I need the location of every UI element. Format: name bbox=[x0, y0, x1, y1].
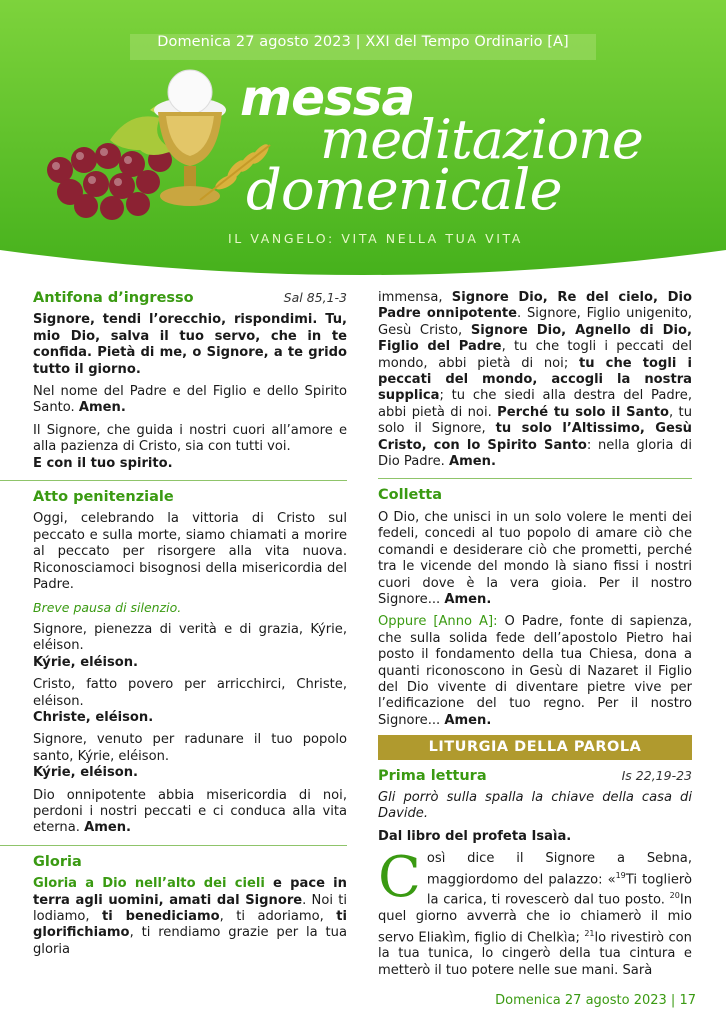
gc8: Perché tu solo il Santo bbox=[497, 404, 669, 420]
gloria-text bbox=[33, 876, 347, 958]
gc2: Signore Dio, Re del cielo, Dio Padre onnipotente bbox=[378, 290, 692, 322]
lettura-t4: lo rivestirò con la tua tunica, lo cingerò della tua cintura e metterò il tuo potere nelle sue mani. Sarà bbox=[378, 929, 692, 978]
gloria-s4: ti benediciamo bbox=[102, 909, 220, 924]
title-meditazione: meditazione bbox=[320, 108, 643, 171]
colletta-p1: O Dio, che unisci in un solo volere le menti dei fedeli, concedi al tuo popolo di amare ciò che comandi e desiderare ciò che prometti, perché tra le vicende del mondo là siano fissi i nostri cuori dove è la vera gioia. Per il nostro Signore... bbox=[378, 509, 692, 607]
footer-date: Domenica 27 agosto 2023 bbox=[495, 993, 667, 1008]
gloria-s1: Gloria a Dio nell’alto dei cieli bbox=[33, 876, 265, 892]
atto-intro: Oggi, celebrando la vittoria di Cristo sul peccato e sulla morte, siamo chiamati a morire al peccato per risorgere alla vita nuova. Riconosciamoci bisognosi della misericordia del Padre. bbox=[33, 511, 347, 593]
atto-invocation-3 bbox=[33, 732, 347, 781]
atto-invocation-2 bbox=[33, 677, 347, 726]
gloria-continued bbox=[378, 290, 692, 470]
colletta-alt bbox=[378, 614, 692, 729]
inv2-text: Cristo, fatto povero per arricchirci, Christe, eléison. bbox=[33, 677, 347, 709]
antifona-title: Antifona d’ingresso bbox=[33, 290, 194, 306]
gc12: Amen. bbox=[449, 454, 496, 470]
issue-date-line: Domenica 27 agosto 2023 | XXI del Tempo Ordinario [A] bbox=[157, 34, 569, 50]
gc6: tu che togli i peccati del mondo, accogli la nostra supplica bbox=[378, 355, 692, 404]
section-divider bbox=[378, 478, 692, 479]
gloria-s3: . Noi ti lodiamo, bbox=[33, 892, 347, 924]
gloria-s2: e pace in terra agli uomini, amati dal Signore bbox=[33, 876, 347, 908]
verse-19: 19 bbox=[615, 870, 626, 880]
gc10: tu solo l’Altissimo, Gesù Cristo, con lo Spirito Santo bbox=[378, 421, 692, 453]
resp1: Kýrie, eléison. bbox=[33, 654, 139, 670]
gc9: , tu solo il Signore, bbox=[378, 404, 692, 437]
gloria-s5: , ti adoriamo, bbox=[219, 909, 337, 924]
antifona-heading bbox=[33, 290, 347, 306]
lettura-t1: osì dice il Signore a Sebna, maggiordomo del palazzo: « bbox=[426, 851, 692, 887]
header-banner bbox=[0, 0, 726, 283]
verse-21: 21 bbox=[584, 928, 595, 938]
gc4: Signore Dio, Agnello di Dio, Figlio del Padre bbox=[378, 322, 692, 355]
prima-lettura-ref: Is 22,19-23 bbox=[621, 767, 692, 783]
antifona-text: Signore, tendi l’orecchio, rispondimi. Tu, mio Dio, salva il tuo servo, che in te confida. Pietà di me, o Signore, a te grido tutto il giorno. bbox=[33, 312, 347, 377]
gc11: : nella gloria di Dio Padre. bbox=[378, 437, 692, 470]
gloria-s6: ti glorifichiamo bbox=[33, 909, 347, 941]
atto-invocation-1 bbox=[33, 622, 347, 671]
inv1-text: Signore, pienezza di verità e di grazia, Kýrie, eléison. bbox=[33, 621, 347, 654]
colletta-alt-resp: Amen. bbox=[444, 712, 492, 728]
section-divider bbox=[0, 480, 347, 481]
antifona-ref: Sal 85,1-3 bbox=[283, 290, 347, 305]
page-footer bbox=[495, 993, 696, 1008]
gloria-title: Gloria bbox=[33, 853, 82, 870]
liturgia-banner: LITURGIA DELLA PAROLA bbox=[378, 735, 692, 759]
atto-pause: Breve pausa di silenzio. bbox=[33, 599, 182, 615]
gloria-s7: , ti rendiamo grazie per la tua gloria bbox=[33, 925, 347, 957]
colletta-alt-text: O Padre, fonte di sapienza, che sulla solida fede dell’apostolo Pietro hai posto il fondamento della tua Chiesa, dona a quanti riconoscono in Gesù di Nazaret il Figlio del Dio vivente di diventare pietre vive per l’edificazione del tuo regno. Per il nostro Signore... bbox=[378, 614, 692, 728]
colletta-heading bbox=[378, 487, 692, 503]
drop-cap: C bbox=[378, 845, 421, 911]
colletta-title: Colletta bbox=[378, 487, 443, 504]
greeting bbox=[33, 423, 347, 472]
prima-lettura-heading bbox=[378, 768, 692, 784]
left-column bbox=[33, 290, 347, 964]
absolution-text: Dio onnipotente abbia misericordia di noi, perdoni i nostri peccati e ci conduca alla vita eterna. bbox=[33, 787, 347, 836]
sign-of-cross-response: Amen. bbox=[78, 400, 126, 416]
gc5: , tu che togli i peccati del mondo, abbi pietà di noi; bbox=[378, 339, 692, 371]
section-divider bbox=[0, 845, 347, 846]
lettura-t2: Ti toglierò la carica, ti rovescerò dal tuo posto. bbox=[426, 871, 692, 908]
page-number: 17 bbox=[679, 993, 696, 1008]
prima-lettura-source: Dal libro del profeta Isaìa. bbox=[378, 828, 572, 844]
colletta-alt-label: Oppure [Anno A]: bbox=[378, 614, 498, 630]
gc3: . Signore, Figlio unigenito, Gesù Cristo, bbox=[378, 306, 692, 338]
colletta-resp: Amen. bbox=[444, 591, 492, 607]
tagline: IL VANGELO: VITA NELLA TUA VITA bbox=[228, 231, 523, 246]
prima-lettura-title: Prima lettura bbox=[378, 767, 487, 784]
resp3: Kýrie, eléison. bbox=[33, 765, 139, 781]
resp2: Christe, eléison. bbox=[33, 709, 154, 725]
sign-of-cross-text: Nel nome del Padre e del Figlio e dello Spirito Santo. bbox=[33, 384, 347, 416]
gc7: ; tu che siedi alla destra del Padre, abbi pietà di noi. bbox=[378, 388, 692, 420]
right-column bbox=[378, 290, 692, 985]
greeting-text: Il Signore, che guida i nostri cuori all’amore e alla pazienza di Cristo, sia con tutti voi. bbox=[33, 422, 347, 455]
footer-separator: | bbox=[670, 993, 676, 1008]
gc1: immensa, bbox=[378, 290, 452, 305]
prima-lettura-subtitle: Gli porrò sulla spalla la chiave della casa di Davide. bbox=[378, 789, 692, 822]
atto-absolution bbox=[33, 788, 347, 837]
absolution-response: Amen. bbox=[84, 820, 132, 836]
prima-lettura-text bbox=[378, 845, 692, 979]
title-messa: messa bbox=[240, 69, 415, 127]
verse-20: 20 bbox=[669, 891, 680, 901]
title-domenicale: domenicale bbox=[246, 158, 562, 223]
atto-title: Atto penitenziale bbox=[33, 489, 174, 506]
sign-of-cross bbox=[33, 384, 347, 417]
inv3-text: Signore, venuto per radunare il tuo popolo santo, Kýrie, eléison. bbox=[33, 732, 347, 764]
gloria-heading bbox=[33, 854, 347, 870]
colletta-text bbox=[378, 510, 692, 608]
lettura-t3: In quel giorno avverrà che io chiamerò il mio servo Eliakìm, figlio di Chelkìa; bbox=[378, 892, 692, 945]
atto-heading bbox=[33, 489, 347, 505]
greeting-response: E con il tuo spirito. bbox=[33, 455, 173, 471]
